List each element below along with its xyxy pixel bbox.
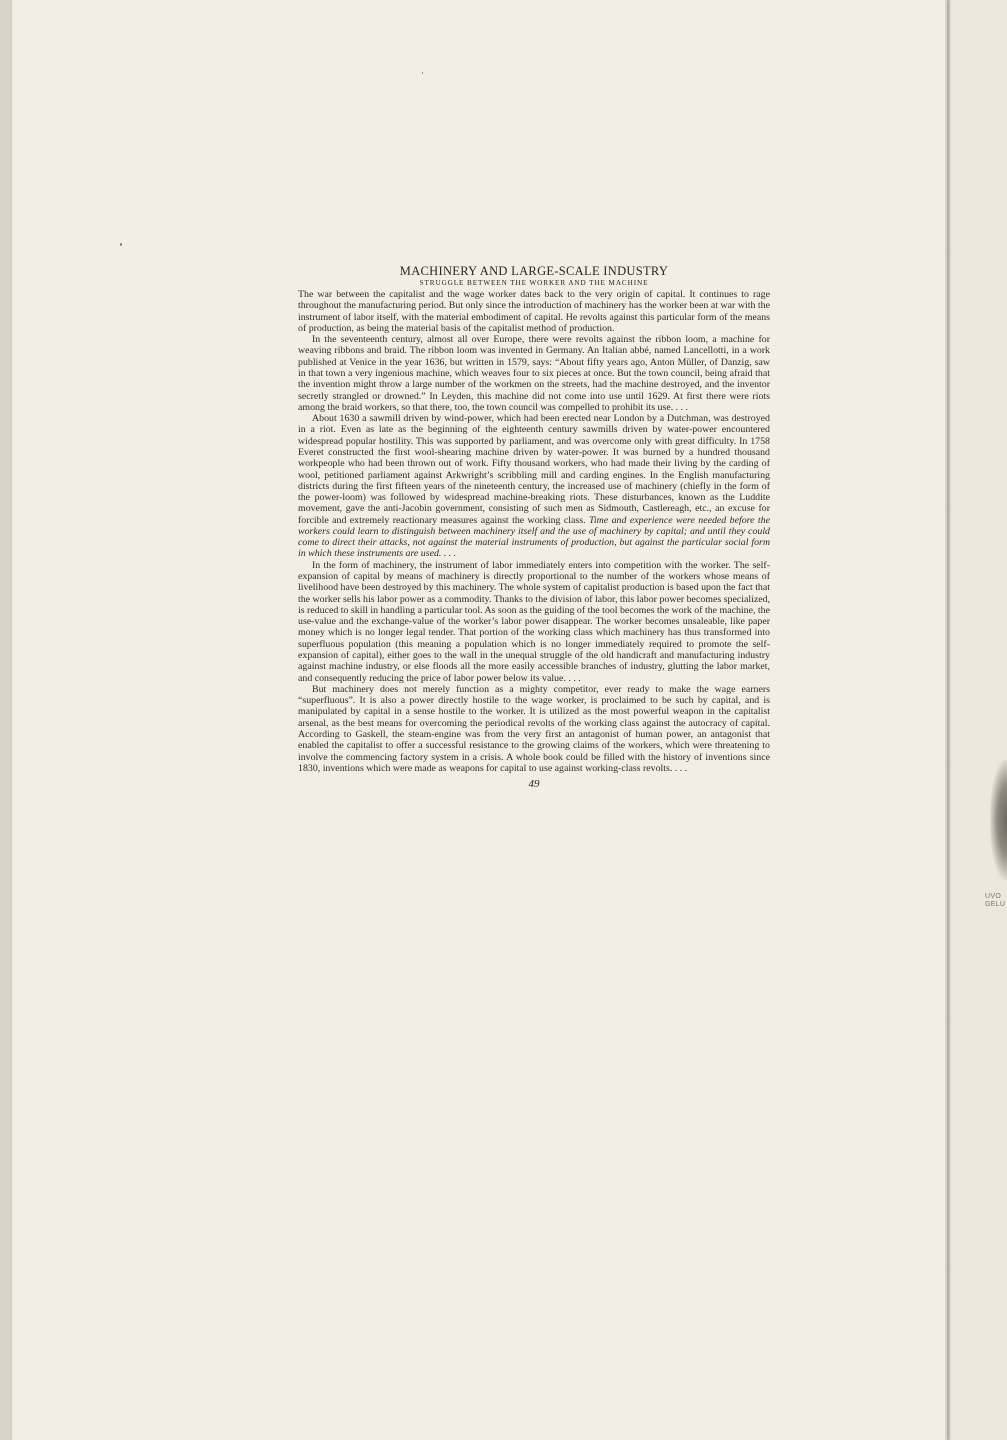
page-fold-shadow — [945, 0, 953, 1440]
paragraph-3 — [298, 413, 770, 560]
paragraph-1: The war between the capitalist and the wage worker dates back to the very origin of capital. It continues to rage throughout the manufacturing period. But only since the introduction of machinery has the worker been at war with the instrument of labor itself, with the material embodiment of capital. He revolts against this particular form of the means of production, as being the material basis of the capitalist method of production. — [298, 289, 770, 334]
article-subtitle: STRUGGLE BETWEEN THE WORKER AND THE MACHINE — [419, 279, 649, 287]
adjacent-page-caption — [985, 893, 1007, 909]
paragraph-4: In the form of machinery, the instrument of labor immediately enters into competition with the worker. The self-expansion of capital by means of machinery is directly proportional to the number of the workers whose means of livelihood have been destroyed by this machinery. The whole system of capitalist production is based upon the fact that the worker sells his labor power as a commodity. Thanks to the division of labor, this labor power becomes specialized, is reduced to skill in handling a particular tool. As soon as the guiding of the tool becomes the work of the machine, the use-value and the exchange-value of the worker’s labor power disappear. The worker becomes unsaleable, like paper money which is no longer legal tender. That portion of the working class which machinery has thus transformed into superfluous population (this meaning a population which is no longer immediately required to promote the self-expansion of capital), either goes to the wall in the unequal struggle of the old handicraft and manufacturing industry against machine industry, or else floods all the more easily accessible branches of industry, glutting the labor market, and consequently reducing the price of labor power below its value. . . . — [298, 559, 770, 684]
paper-speck — [120, 243, 122, 246]
adjacent-page — [950, 0, 1007, 1440]
paragraph-2: In the seventeenth century, almost all over Europe, there were revolts against the ribbon loom, a machine for weaving ribbons and braid. The ribbon loom was invented in Germany. An Italian abbé, named Lancellotti, in a work published at Venice in the year 1636, but written in 1579, says: “About fifty years ago, Anton Müller, of Danzig, saw in that town a very ingenious machine, which weaves four to six pieces at once. But the town council, being afraid that the invention might throw a large number of the workmen on the streets, had the machine destroyed, and the inventor secretly strangled or drowned.” In Leyden, this machine did not come into use until 1629. At first there were riots among the braid workers, so that there, too, the town council was compelled to prohibit its use. . . . — [298, 334, 770, 413]
adjacent-caption-line-2: GELU — [985, 901, 1006, 908]
paragraph-3-text: About 1630 a sawmill driven by wind-power, which had been erected near London by a Dutchman, was destroyed in a riot. Even as late as the beginning of the eighteenth century sawmills driven by water-power encountered widespread popular hostility. This was supported by parliament, and was overcome only with great difficulty. In 1758 Everet constructed the first wool-shearing machine driven by water-power. It was burned by a hundred thousand workpeople who had been thrown out of work. Fifty thousand workers, who had made their living by the carding of wool, petitioned parliament against Arkwright’s scribbling mill and carding engines. In the English manufacturing districts during the first fifteen years of the nineteenth century, the increased use of machinery (chiefly in the form of the power-loom) was followed by widespread machine-breaking riots. These disturbances, known as the Luddite movement, gave the anti-Jacobin government, consisting of such men as Sidmouth, Castlereagh, etc., an excuse for forcible and extremely reactionary measures against the working class. — [298, 413, 770, 526]
paragraph-5: But machinery does not merely function as a mighty competitor, ever ready to make the wage earners “superfluous”. It is also a power directly hostile to the wage worker, is proclaimed to be such by capital, and is manipulated by capital in a sense hostile to the worker. It is utilized as the most powerful weapon in the capitalist arsenal, as the best means for overcoming the periodical revolts of the working class against the autocracy of capital. According to Gaskell, the steam-engine was from the very first an antagonist of human power, an antagonist that enabled the capitalist to offer a successful resistance to the growing claims of the workers, which were threatening to involve the commencing factory system in a crisis. A whole book could be filled with the history of inventions since 1830, inventions which were made as weapons for capital to use against working-class revolts. . . . — [298, 683, 770, 774]
article — [298, 264, 770, 791]
article-title: MACHINERY AND LARGE-SCALE INDUSTRY — [399, 264, 669, 278]
adjacent-page-illustration — [990, 760, 1007, 880]
adjacent-caption-line-1: UVO — [985, 893, 1002, 900]
paper-speck — [422, 72, 423, 74]
page-number: 49 — [528, 778, 540, 791]
paragraph-3-italic: Time and experience were needed before the workers could learn to distinguish between machinery itself and the use of machinery by capital; and until they could come to direct their attacks, not against the material instruments of production, but against the particular social form in which these instruments are used. . . . — [298, 514, 770, 560]
